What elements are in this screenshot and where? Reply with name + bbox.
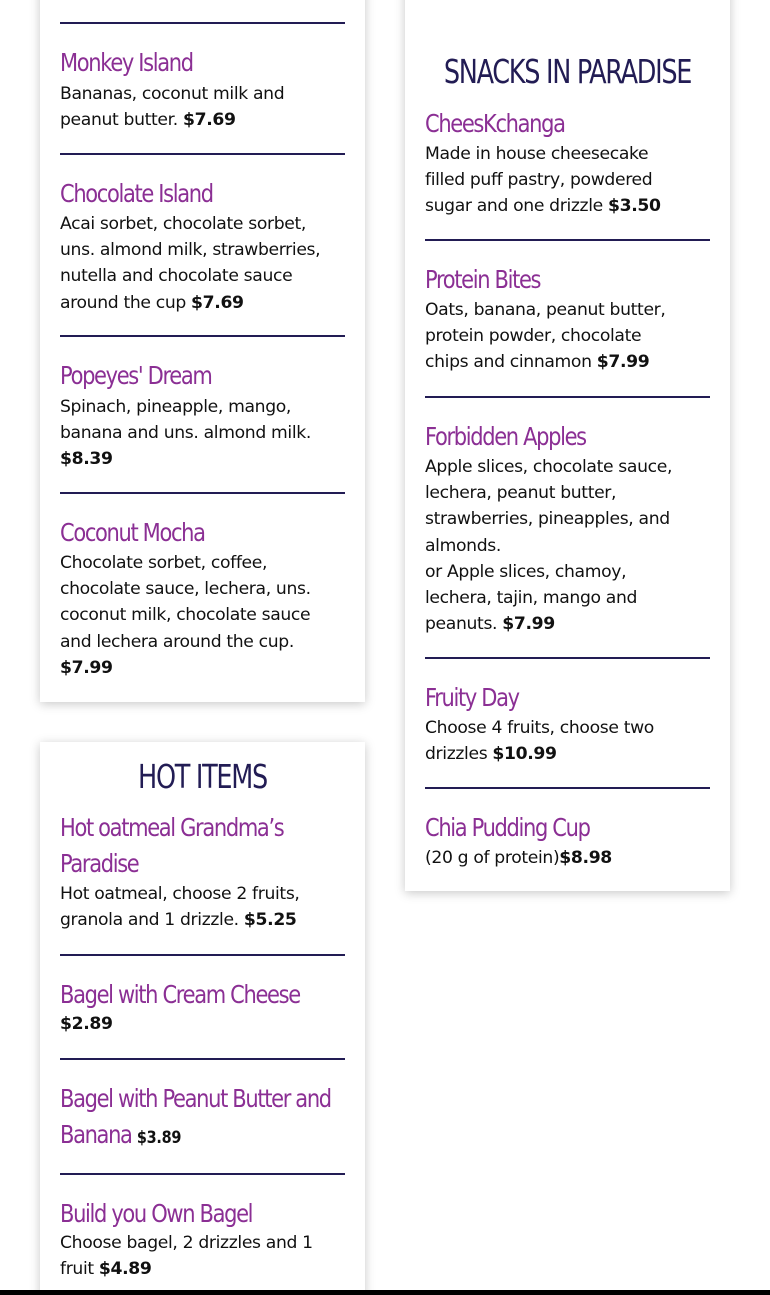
- menu-item-price: $7.99: [596, 352, 650, 373]
- divider: [60, 153, 345, 155]
- menu-item-description: Choose bagel, 2 drizzles and 1 fruit $4.89: [60, 1233, 313, 1280]
- menu-item-price: $7.99: [60, 657, 113, 678]
- menu-item-description: Hot oatmeal, choose 2 fruits, granola and 1 drizzle. $5.25: [60, 884, 300, 931]
- menu-item-description: Choose 4 fruits, choose two drizzles $10.99: [425, 718, 654, 765]
- menu-item-name: Build you Own Bagel: [60, 1199, 253, 1228]
- menu-item-name: Bagel with Cream Cheese: [60, 980, 300, 1009]
- menu-item-description: [60, 1011, 113, 1037]
- menu-item-description: (20 g of protein)$8.98: [425, 848, 612, 868]
- menu-item-description: Apple slices, chocolate sauce, lechera, peanut butter, strawberries, pineapples, and almonds. or Apple slices, chamoy, lechera, tajin, mango and peanuts. $7.99: [425, 457, 673, 635]
- menu-item-price: $10.99: [492, 744, 557, 765]
- divider: [60, 492, 345, 494]
- divider: [60, 1058, 345, 1060]
- menu-item-description: Oats, banana, peanut butter, protein powder, chocolate chips and cinnamon $7.99: [425, 300, 666, 373]
- menu-item-description: Bananas, coconut milk and peanut butter. $7.69: [60, 84, 285, 131]
- menu-item-name: Chia Pudding Cup: [425, 813, 590, 842]
- menu-item-description: Chocolate sorbet, coffee, chocolate sauce, lechera, uns. coconut milk, chocolate sauce and lechera around the cup. $7.99: [60, 553, 311, 678]
- smoothies-card: [40, 0, 365, 702]
- menu-item-name: Monkey Island: [60, 48, 193, 77]
- divider: [425, 396, 710, 398]
- divider: [60, 954, 345, 956]
- menu-item-name: Fruity Day: [425, 683, 519, 712]
- menu-item-name: Forbidden Apples: [425, 422, 586, 451]
- snacks-card: [405, 0, 730, 891]
- menu-item-description: Acai sorbet, chocolate sorbet, uns. almond milk, strawberries, nutella and chocolate sauce around the cup $7.69: [60, 214, 321, 313]
- section-title: SNACKS IN PARADISE: [443, 52, 692, 91]
- divider: [425, 239, 710, 241]
- menu-item-name: Protein Bites: [425, 265, 541, 294]
- section-title: HOT ITEMS: [138, 757, 267, 796]
- menu-item-name: Hot oatmeal Grandma’s Paradise: [60, 813, 284, 878]
- menu-item-description: Made in house cheesecake filled puff pastry, powdered sugar and one drizzle $3.50: [425, 144, 661, 217]
- hot-items-card: [40, 742, 365, 1295]
- menu-item-price: $4.89: [98, 1259, 152, 1280]
- menu-item-price: $7.69: [183, 110, 236, 131]
- menu-item-price: $5.25: [243, 910, 297, 931]
- divider: [425, 787, 710, 789]
- page-bottom-border: [0, 1290, 770, 1295]
- menu-item-name: Coconut Mocha: [60, 518, 205, 547]
- divider: [60, 335, 345, 337]
- menu-item-price: $8.98: [559, 848, 612, 868]
- menu-item-price: $7.99: [502, 614, 555, 635]
- menu-item-price: $2.89: [60, 1014, 113, 1034]
- divider: [425, 657, 710, 659]
- menu-item-description: Spinach, pineapple, mango, banana and uns. almond milk. $8.39: [60, 397, 311, 470]
- menu-item-name: Bagel with Peanut Butter and Banana $3.89: [60, 1084, 331, 1149]
- menu-item-name: CheesKchanga: [425, 109, 565, 138]
- divider: [60, 1173, 345, 1175]
- menu-item-price: $7.69: [191, 292, 244, 313]
- menu-item-price: $3.50: [607, 196, 661, 217]
- menu-item-price: $8.39: [60, 449, 113, 470]
- menu-item-name: Popeyes' Dream: [60, 361, 212, 390]
- divider: [60, 22, 345, 24]
- menu-item-name: Chocolate Island: [60, 179, 213, 208]
- menu-item-price: $3.89: [136, 1127, 182, 1148]
